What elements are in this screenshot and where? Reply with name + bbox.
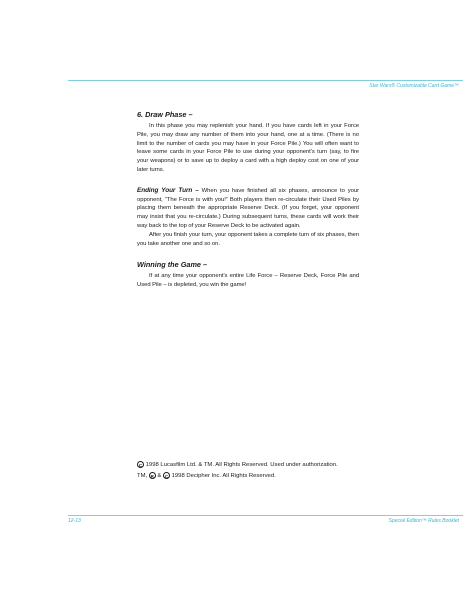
registered-icon: R (150, 474, 154, 479)
copyright-icon: C (164, 474, 169, 479)
draw-phase-paragraph: In this phase you may replenish your hand. If you have cards left in your Force Pile, you may draw any number of them into your hand, one at a time. (There is no limit to the number of cards you may have in your Force Pile.) You will often want to leave some cards in your Force Pile to use during your opponent’s turn (say, to fire your weapons) or to save up to deploy a card with a high deploy cost on one of your later turns. (137, 123, 359, 173)
running-footer-title: Special Edition™ Rules Booklet (388, 518, 459, 524)
page-content (137, 110, 359, 290)
copyright-line-1: C 1998 Lucasfilm Ltd. & TM. All Rights Reserved. Used under authorization. (138, 462, 338, 468)
footer-rule (68, 515, 463, 516)
page-number: 12-13 (68, 518, 81, 524)
ending-turn-text: When you have finished all six phases, announce to your opponent, “The Force is with you!” Both players then re-circulate their Used Piles by placing them beneath the appropriate Reserve Deck. (If you forget, your opponent may insist that you re-circulate.) During subsequent turns, these cards will work their way back to the top of your Reserve Deck to be activated again. (137, 187, 359, 229)
copyright-line-2: TM, R & C 1998 Decipher Inc. All Rights Reserved. (137, 473, 276, 479)
copyright-icon: C (138, 463, 143, 468)
header-rule (68, 80, 463, 81)
draw-phase-heading: 6. Draw Phase – (137, 110, 193, 119)
winning-heading: Winning the Game – (137, 260, 208, 270)
running-header-title: Star Wars® Customizable Card Game™ (369, 83, 459, 89)
ending-turn-paragraph (137, 187, 359, 231)
copyright-block (137, 460, 377, 482)
winning-paragraph: If at any time your opponent’s entire Life Force – Reserve Deck, Force Pile and Used Pile – is depleted, you win the game! (137, 273, 359, 289)
ending-turn-heading: Ending Your Turn – (137, 186, 199, 194)
ending-turn-paragraph-2: After you finish your turn, your opponent takes a complete turn of six phases, then you take another one and so on. (137, 231, 359, 247)
